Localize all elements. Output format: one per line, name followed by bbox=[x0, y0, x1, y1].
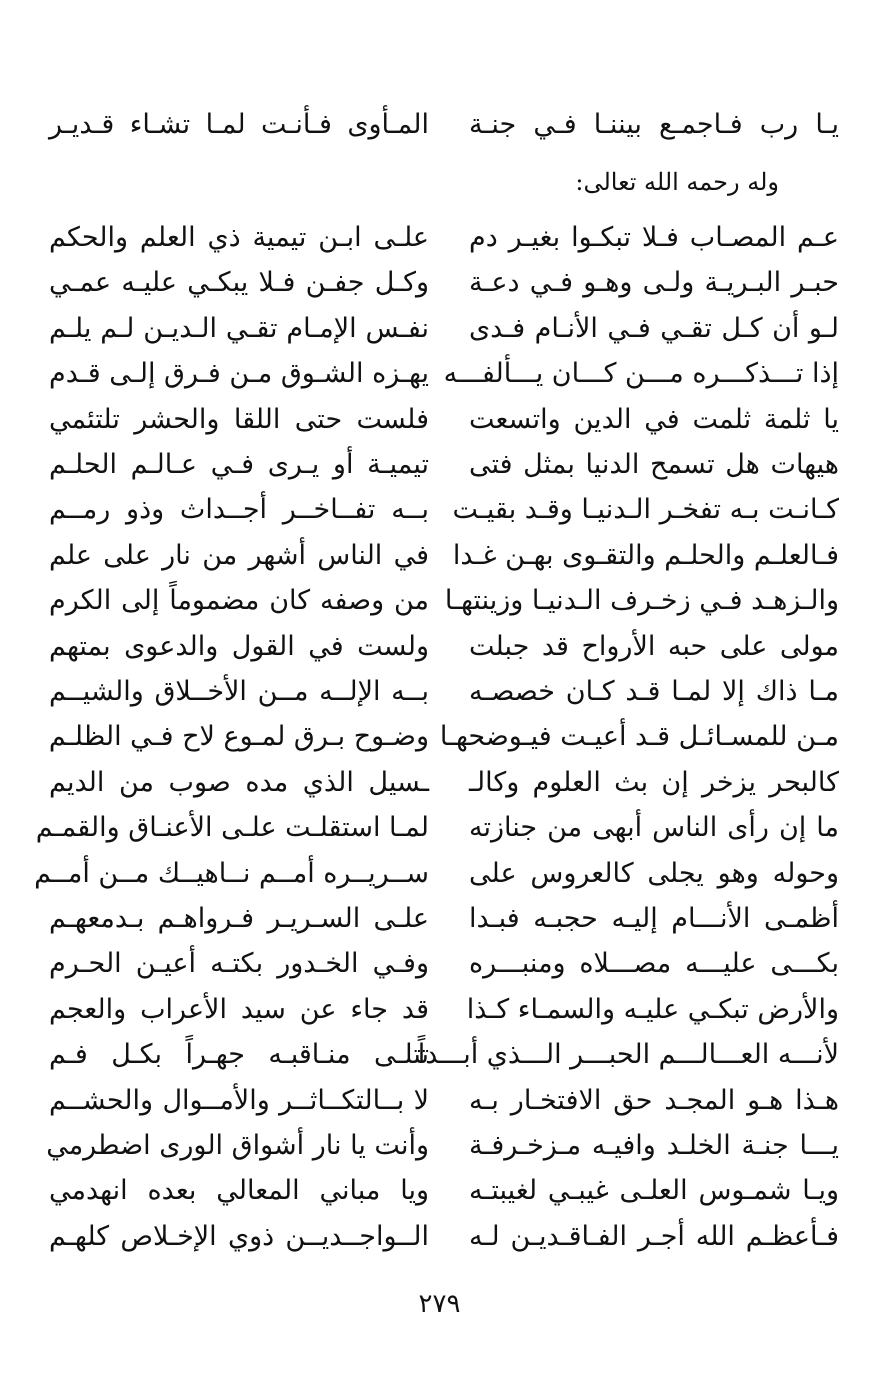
verse-left: في الناس أشهر من نار على علم bbox=[49, 540, 429, 571]
verse-left: بــه الإلــه مــن الأخــلاق والشيــم bbox=[49, 676, 429, 707]
verse-right: يا ثلمة ثلمت في الدين واتسعت bbox=[469, 404, 839, 435]
verse-left: وكـل جفـن فـلا يبكـي عليـه عمـي bbox=[49, 267, 429, 298]
verse-left: ويا مباني المعالي بعده انهدمي bbox=[49, 1175, 429, 1206]
verse-right: مولى على حبه الأرواح قد جبلت bbox=[469, 631, 839, 662]
verse-left: لمـا استقلـت علـى الأعنـاق والقمـم bbox=[35, 812, 429, 843]
verse-left: تتلـى منـاقبـه جهـراً بكـل فـم bbox=[49, 1039, 429, 1070]
verse-right: يـــا جنـة الخلـد وافيـه مـزخـرفـة bbox=[469, 1130, 839, 1161]
verse-right: فـالعلـم والحلـم والتقـوى بهـن غـدا bbox=[452, 540, 839, 571]
opening-verse-right: يـا رب فـاجمـع بيننـا فـي جنـة bbox=[469, 109, 839, 140]
page-number: ٢٧٩ bbox=[418, 1289, 461, 1319]
verse-left: تيميـة أو يـرى فـي عـالـم الحلـم bbox=[49, 449, 429, 480]
verse-right: كـانـت بـه تفخـر الـدنيـا وقـد بقيـت bbox=[452, 494, 839, 525]
verse-right: هيهات هل تسمح الدنيا بمثل فتى bbox=[469, 449, 839, 480]
verse-right: والأرض تبكـي عليـه والسمـاء كـذا bbox=[466, 994, 839, 1025]
verse-right: ويـا شمـوس العلـى غيبـي لغيبتـه bbox=[469, 1175, 839, 1206]
verse-right: حبـر البـريـة ولـى وهـو فـي دعـة bbox=[469, 267, 839, 298]
verse-left: ـسيل الذي مده صوب من الديم bbox=[49, 767, 429, 798]
verse-right: أظمـى الأنـــام إليـه حجبـه فبـدا bbox=[469, 903, 839, 934]
verse-left: نفـس الإمـام تقـي الـديـن لـم يلـم bbox=[49, 313, 429, 344]
verse-right: وحوله وهو يجلى كالعروس على bbox=[469, 858, 839, 889]
verse-left: لا بــالتكــاثــر والأمــوال والحشــم bbox=[49, 1085, 429, 1116]
verse-left: وفـي الخـدور بكتـه أعيـن الحـرم bbox=[49, 948, 429, 979]
verse-right: ما إن رأى الناس أبهى من جنازته bbox=[469, 812, 839, 843]
verse-right: كالبحر يزخر إن بث العلوم وكالـ bbox=[469, 767, 839, 798]
verse-right: مـن للمسـائـل قـد أعيـت فيـوضحهـا bbox=[439, 721, 839, 752]
verse-left: من وصفه كان مضموماً إلى الكرم bbox=[49, 585, 429, 616]
verse-left: بــه تفــاخــر أجــداث وذو رمــم bbox=[49, 494, 429, 525]
verse-left: الــواجــديــن ذوي الإخـلاص كلهـم bbox=[49, 1221, 429, 1252]
verse-left: ســريــره أمــم نــاهيــك مــن أمــم bbox=[34, 858, 429, 889]
verse-left: قد جاء عن سيد الأعراب والعجم bbox=[49, 994, 429, 1025]
verse-right: لـو أن كـل تقـي فـي الأنـام فـدى bbox=[469, 313, 839, 344]
verse-left: وضـوح بـرق لمـوع لاح فـي الظلـم bbox=[48, 721, 429, 752]
verse-right: إذا تـــذكـــره مـــن كـــان يـــألفـــه bbox=[443, 358, 839, 389]
verse-right: بكـــى عليـــه مصـــلاه ومنبـــره bbox=[469, 948, 839, 979]
verse-left: ولست في القول والدعوى بمتهم bbox=[49, 631, 429, 662]
poem-heading: وله رحمه الله تعالى: bbox=[575, 168, 779, 196]
verse-left: فلست حتى اللقا والحشر تلتئمي bbox=[49, 404, 429, 435]
verse-right: هـذا هـو المجـد حق الافتخـار بـه bbox=[469, 1085, 839, 1116]
opening-verse-left: المـأوى فـأنـت لمـا تشـاء قـديـر bbox=[49, 109, 429, 140]
verse-right: عـم المصـاب فـلا تبكـوا بغيـر دم bbox=[469, 222, 839, 253]
verse-left: يهـزه الشـوق مـن فـرق إلـى قـدم bbox=[49, 358, 429, 389]
verse-left: علـى السـريـر فـرواهـم بـدمعهـم bbox=[49, 903, 429, 934]
verse-right: لأنـــه العـــالـــم الحبـــر الـــذي أبـــداً bbox=[417, 1039, 839, 1070]
verse-right: مـا ذاك إلا لمـا قـد كـان خصصـه bbox=[469, 676, 839, 707]
verse-right: والـزهـد فـي زخـرف الـدنيـا وزينتهـا bbox=[444, 585, 839, 616]
verse-left: علـى ابـن تيمية ذي العلم والحكم bbox=[49, 222, 429, 253]
verse-left: وأنت يا نار أشواق الورى اضطرمي bbox=[46, 1130, 429, 1161]
verse-right: فـأعظـم الله أجـر الفـاقـديـن لـه bbox=[469, 1221, 839, 1252]
